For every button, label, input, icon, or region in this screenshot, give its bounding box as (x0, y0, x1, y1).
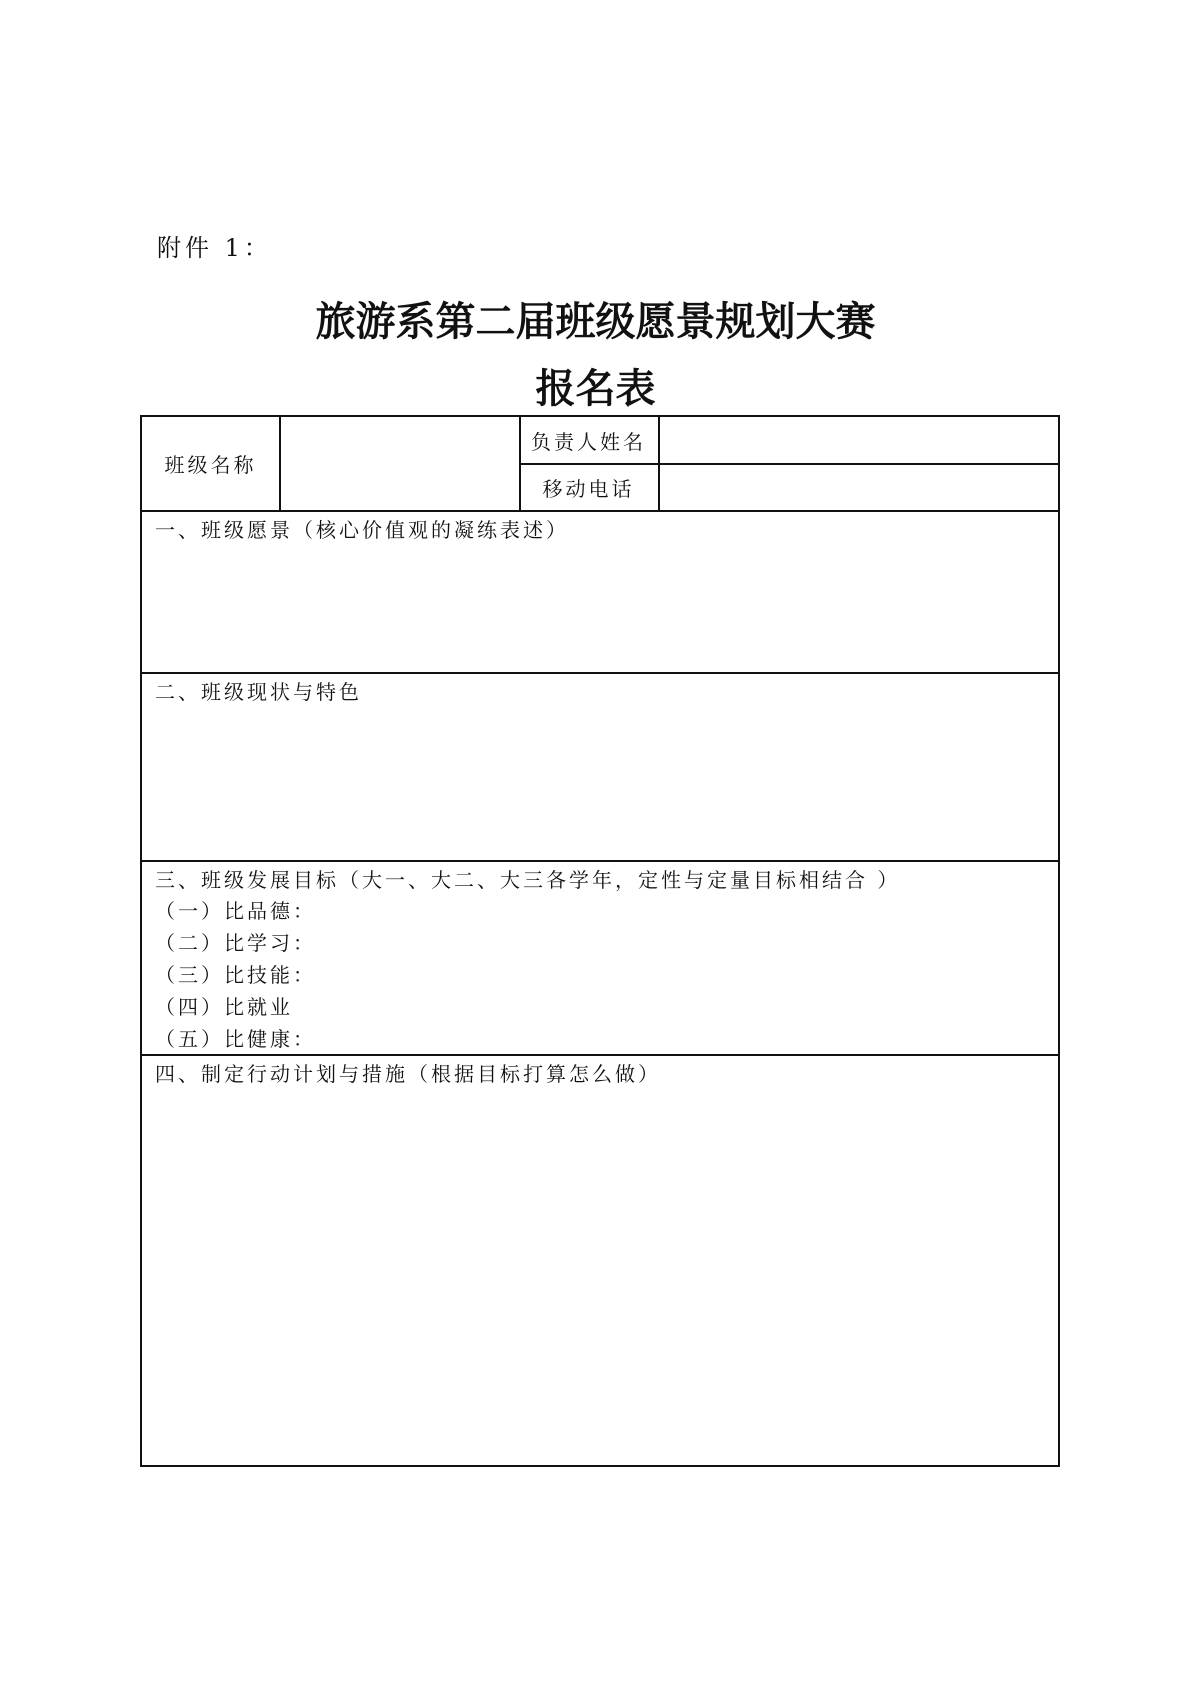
section-class-vision[interactable] (142, 511, 1058, 672)
section-development-goals[interactable] (142, 861, 1058, 1054)
goal-item-skills: （三）比技能： (155, 963, 316, 987)
form-title: 旅游系第二届班级愿景规划大赛 (315, 298, 876, 345)
goal-item-study: （二）比学习： (155, 931, 316, 955)
goal-item-morality: （一）比品德： (155, 899, 316, 923)
mobile-field[interactable] (660, 464, 1060, 510)
class-name-label: 班级名称 (164, 453, 257, 477)
mobile-label: 移动电话 (542, 476, 635, 501)
leader-name-field[interactable] (660, 417, 1060, 463)
section-action-plan[interactable] (142, 1055, 1058, 1465)
class-name-field[interactable] (281, 417, 519, 510)
section-heading: 一、班级愿景（核心价值观的凝练表述） (155, 518, 569, 542)
registration-form-table (140, 415, 1060, 1467)
section-class-status[interactable] (142, 673, 1058, 860)
leader-name-label: 负责人姓名 (531, 429, 646, 454)
section-heading: 四、制定行动计划与措施（根据目标打算怎么做） (155, 1062, 661, 1086)
section-heading: 三、班级发展目标（大一、大二、大三各学年，定性与定量目标相结合 ） (155, 868, 901, 892)
goal-item-employment: （四）比就业 (155, 995, 293, 1019)
form-subtitle: 报名表 (535, 365, 656, 412)
goal-item-health: （五）比健康： (155, 1027, 316, 1051)
section-heading: 二、班级现状与特色 (155, 680, 362, 704)
attachment-label: 附件 1： (157, 234, 272, 262)
